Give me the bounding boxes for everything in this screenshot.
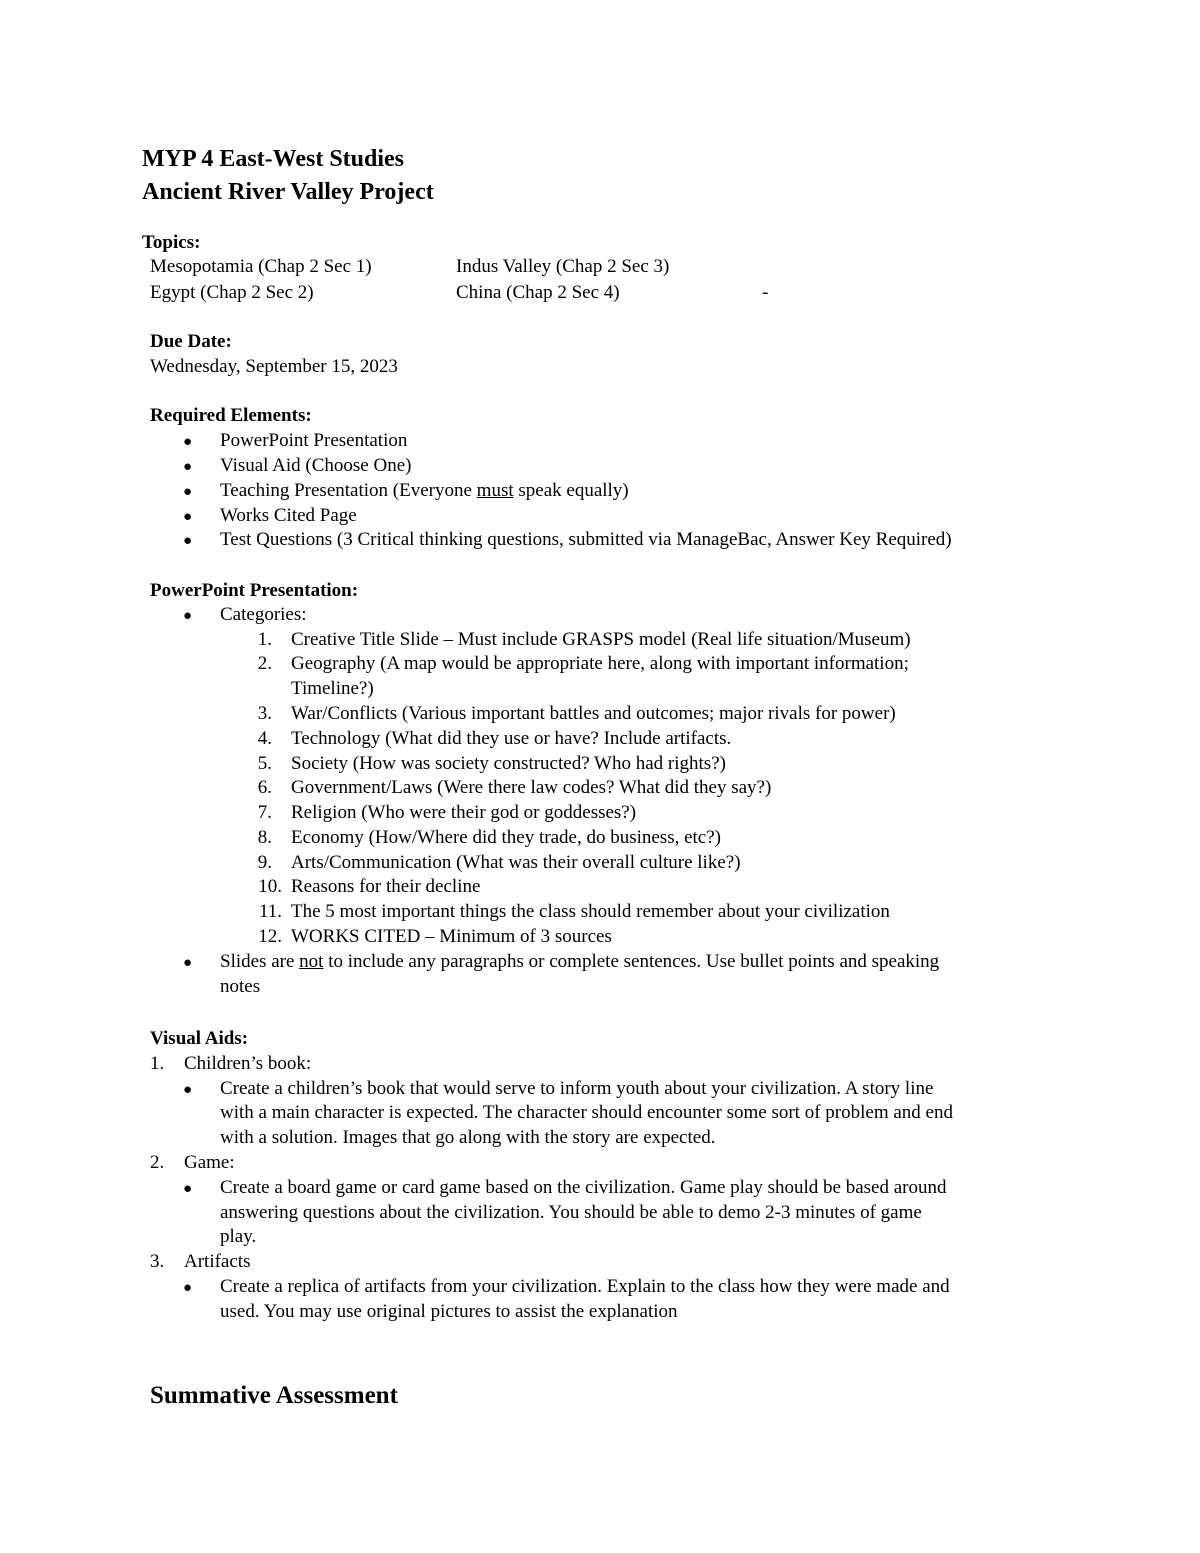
required-item-tail: speak equally) (513, 480, 629, 501)
category-item: Society (How was society constructed? Who had rights?) (291, 753, 726, 774)
list-number: 7. (257, 802, 272, 823)
visual-aid-option-label: Game: (184, 1152, 235, 1173)
visual-aid-description: with a main character is expected. The character should encounter some sort of problem and end (220, 1102, 953, 1123)
visual-aid-description: play. (220, 1226, 257, 1247)
required-item-text: Teaching Presentation (Everyone (220, 480, 477, 501)
list-number: 2. (150, 1152, 165, 1173)
doc-title-line1: MYP 4 East-West Studies (142, 146, 405, 172)
list-number: 9. (257, 852, 272, 873)
list-number: 11. (258, 901, 282, 922)
bullet-icon: ● (183, 955, 193, 971)
list-number: 10. (258, 876, 282, 897)
list-number: 1. (257, 629, 272, 650)
required-item: Test Questions (3 Critical thinking questions, submitted via ManageBac, Answer Key Required) (220, 529, 952, 550)
list-number: 12. (258, 926, 282, 947)
slides-note (220, 950, 939, 975)
list-number: 5. (257, 753, 272, 774)
visual-aid-description: with a solution. Images that go along with the story are expected. (220, 1127, 716, 1148)
bullet-icon: ● (183, 533, 193, 549)
required-item: PowerPoint Presentation (220, 430, 408, 451)
category-item: Economy (How/Where did they trade, do business, etc?) (291, 827, 722, 848)
list-number: 8. (257, 827, 272, 848)
list-number: 6. (257, 777, 272, 798)
bullet-icon: ● (183, 1082, 193, 1098)
category-item: Creative Title Slide – Must include GRASPS model (Real life situation/Museum) (291, 629, 911, 650)
visual-aid-option-label: Children’s book: (184, 1053, 312, 1074)
visual-aid-description: used. You may use original pictures to assist the explanation (220, 1301, 678, 1322)
category-item: Religion (Who were their god or goddesses?) (291, 802, 637, 823)
visual-aid-option-label: Artifacts (184, 1251, 251, 1272)
list-number: 3. (150, 1251, 165, 1272)
summative-assessment-heading: Summative Assessment (150, 1382, 398, 1409)
category-item: Technology (What did they use or have? Include artifacts. (291, 728, 732, 749)
powerpoint-heading: PowerPoint Presentation: (150, 580, 359, 601)
bullet-icon: ● (183, 509, 193, 525)
category-item: War/Conflicts (Various important battles and outcomes; major rivals for power) (291, 703, 896, 724)
list-number: 1. (150, 1053, 165, 1074)
topic-dash: - (762, 282, 769, 303)
category-item: Government/Laws (Were there law codes? What did they say?) (291, 777, 772, 798)
due-date-value: Wednesday, September 15, 2023 (150, 356, 398, 377)
topic-mesopotamia: Mesopotamia (Chap 2 Sec 1) (150, 256, 372, 277)
category-item: Geography (A map would be appropriate here, along with important information; (291, 653, 909, 674)
slides-note-tail: to include any paragraphs or complete sentences. Use bullet points and speaking (323, 951, 940, 972)
topics-heading: Topics: (142, 232, 201, 253)
categories-label: Categories: (220, 604, 307, 625)
required-item: Works Cited Page (220, 505, 357, 526)
bullet-icon: ● (183, 1181, 193, 1197)
visual-aid-description: answering questions about the civilization. You should be able to demo 2-3 minutes of game (220, 1202, 922, 1223)
topic-indus-valley: Indus Valley (Chap 2 Sec 3) (456, 256, 670, 277)
list-number: 2. (257, 653, 272, 674)
category-item-continued: Timeline?) (291, 678, 374, 699)
list-number: 3. (257, 703, 272, 724)
category-item: WORKS CITED – Minimum of 3 sources (291, 926, 612, 947)
visual-aid-description: Create a board game or card game based on the civilization. Game play should be based around (220, 1177, 947, 1198)
visual-aids-heading: Visual Aids: (150, 1028, 249, 1049)
slides-note-emphasis: not (299, 951, 324, 972)
slides-note-continued: notes (220, 976, 261, 997)
category-item: Reasons for their decline (291, 876, 481, 897)
topic-china: China (Chap 2 Sec 4) (456, 282, 620, 303)
due-date-heading: Due Date: (150, 331, 232, 352)
category-item: Arts/Communication (What was their overall culture like?) (291, 852, 741, 873)
topic-egypt: Egypt (Chap 2 Sec 2) (150, 282, 314, 303)
bullet-icon: ● (183, 1280, 193, 1296)
list-number: 4. (257, 728, 272, 749)
doc-title-line2: Ancient River Valley Project (142, 179, 434, 205)
bullet-icon: ● (183, 484, 193, 500)
required-elements-heading: Required Elements: (150, 405, 312, 426)
slides-note-text: Slides are (220, 951, 300, 972)
bullet-icon: ● (183, 459, 193, 475)
category-item: The 5 most important things the class should remember about your civilization (291, 901, 890, 922)
bullet-icon: ● (183, 608, 193, 624)
bullet-icon: ● (183, 434, 193, 450)
visual-aid-description: Create a children’s book that would serve to inform youth about your civilization. A story line (220, 1078, 934, 1099)
visual-aid-description: Create a replica of artifacts from your civilization. Explain to the class how they were made and (220, 1276, 950, 1297)
required-item: Visual Aid (Choose One) (220, 455, 412, 476)
required-item-emphasis: must (476, 480, 514, 501)
required-item (220, 479, 629, 504)
